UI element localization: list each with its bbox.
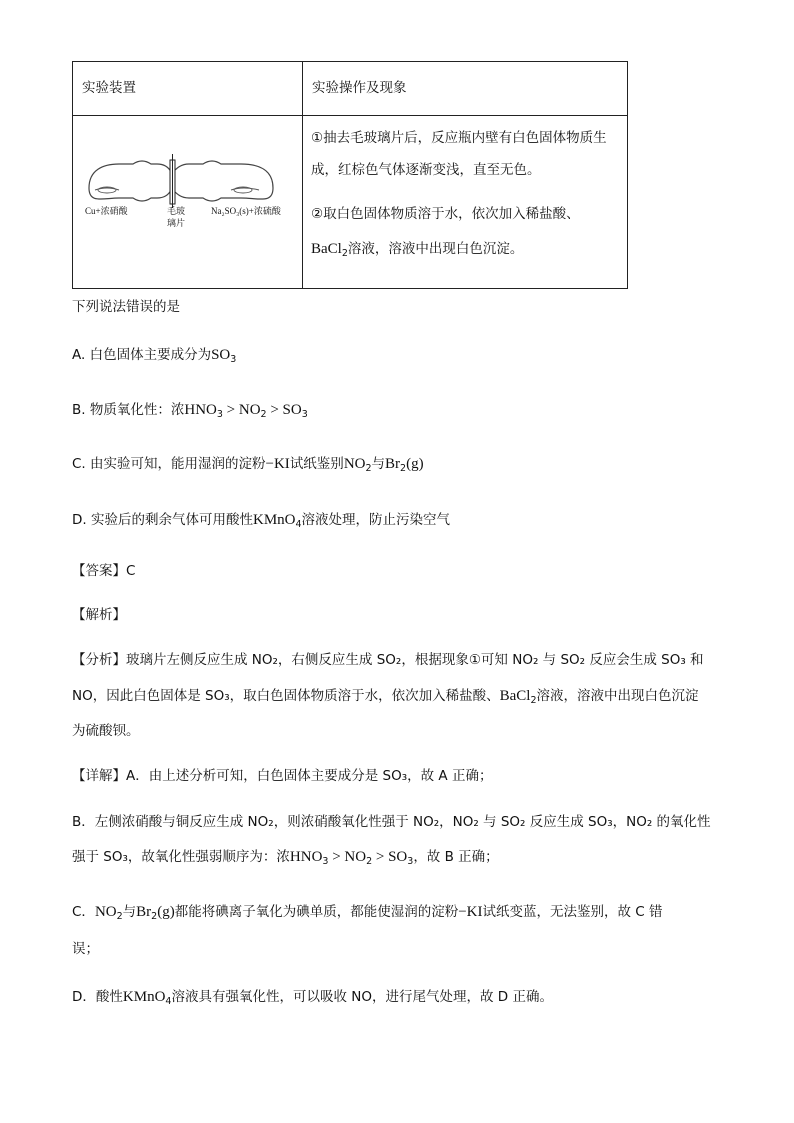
option-b: B. 物质氧化性：浓$HNO_3 > NO_2 > SO_3$ bbox=[72, 402, 308, 420]
detail-b-line-1: B．左侧浓硝酸与铜反应生成 NO₂，则浓硝酸氧化性强于 NO₂，NO₂ 与 SO₂ 反应生成 SO₃，NO₂ 的氧化性 bbox=[72, 814, 711, 830]
answer-value: C bbox=[126, 563, 136, 579]
observation-cell bbox=[303, 116, 628, 289]
apparatus-label-left: Cu+浓硝酸 bbox=[85, 206, 128, 216]
observation-line-4: BaCl$_2$溶液，溶液中出现白色沉淀。 bbox=[311, 241, 524, 259]
observation-line-3: ②取白色固体物质溶于水，依次加入稀盐酸、 bbox=[311, 206, 580, 222]
detail-d: D．酸性KMnO$_4$溶液具有强氧化性，可以吸收 NO，进行尾气处理，故 D 正确。 bbox=[72, 989, 553, 1007]
option-d: D. 实验后的剩余气体可用酸性KMnO$_4$溶液处理，防止污染空气 bbox=[72, 512, 451, 530]
observation-line-2: 成，红棕色气体逐渐变浅，直至无色。 bbox=[311, 162, 541, 178]
apparatus-label-middle-1: 毛玻 bbox=[167, 207, 186, 217]
table-header-operation bbox=[303, 62, 628, 116]
detail-b-line-2: 强于 SO₃，故氧化性强弱顺序为：浓$HNO_3 > NO_2 > SO_3$，故 B 正确； bbox=[72, 849, 499, 867]
option-a: A. 白色固体主要成分为$SO_3$ bbox=[72, 347, 237, 365]
detail-c-line-1: C．$NO_2$与$Br_2(g)$都能将碘离子氧化为碘单质，都能使湿润的淀粉−KI试纸变蓝，无法鉴别，故 C 错 bbox=[72, 904, 663, 922]
answer-line bbox=[72, 562, 135, 580]
analysis-label: 【解析】 bbox=[72, 607, 126, 623]
bacl2-formula: BaCl bbox=[311, 241, 342, 257]
experiment-table bbox=[72, 61, 628, 289]
question-text: 下列说法错误的是 bbox=[72, 299, 180, 315]
table-header-apparatus bbox=[73, 62, 303, 116]
answer-label: 【答案】 bbox=[72, 563, 126, 579]
header-apparatus-label: 实验装置 bbox=[82, 80, 136, 96]
analysis-line-2: NO，因此白色固体是 SO₃，取白色固体物质溶于水，依次加入稀盐酸、BaCl$_2$溶液，溶液中出现白色沉淀 bbox=[72, 688, 699, 706]
detail-c-line-2: 误； bbox=[72, 941, 99, 957]
apparatus-label-middle-2: 璃片 bbox=[167, 219, 186, 229]
apparatus-label-right: Na₂SO₃(s)+浓硫酸 bbox=[211, 206, 281, 216]
analysis-line-3: 为硫酸钡。 bbox=[72, 723, 140, 739]
option-c: C. 由实验可知，能用湿润的淀粉−KI试纸鉴别$NO_2$与$Br_2(g)$ bbox=[72, 456, 424, 474]
apparatus-cell bbox=[73, 116, 303, 289]
observation-line-1: ①抽去毛玻璃片后，反应瓶内壁有白色固体物质生 bbox=[311, 130, 607, 146]
header-operation-label: 实验操作及现象 bbox=[312, 80, 407, 96]
apparatus-diagram bbox=[73, 116, 301, 288]
analysis-line-1: 【分析】玻璃片左侧反应生成 NO₂，右侧反应生成 SO₂，根据现象①可知 NO₂ 与 SO₂ 反应会生成 SO₃ 和 bbox=[72, 652, 704, 668]
detail-a: 【详解】A．由上述分析可知，白色固体主要成分是 SO₃，故 A 正确； bbox=[72, 768, 493, 784]
